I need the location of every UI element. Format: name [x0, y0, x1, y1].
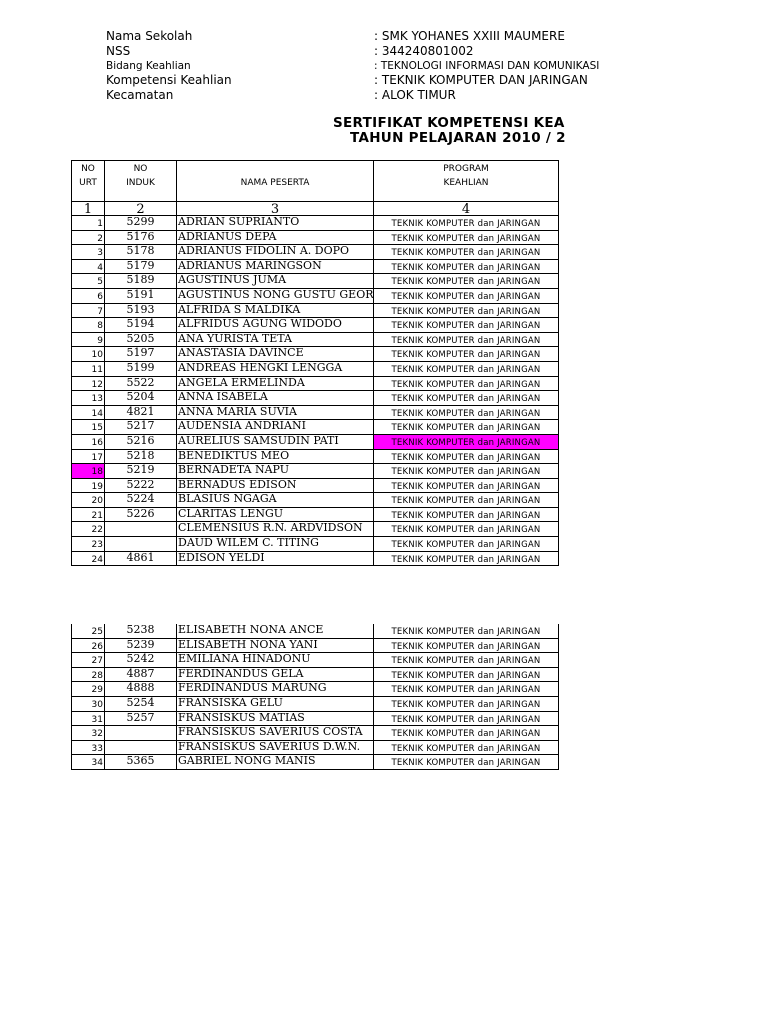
- cell-program-keahlian: TEKNIK KOMPUTER dan JARINGAN: [391, 321, 541, 332]
- cell-program-keahlian: TEKNIK KOMPUTER dan JARINGAN: [391, 233, 541, 244]
- cell-no-induk: 5218: [105, 450, 177, 464]
- document-title: SERTIFIKAT KOMPETENSI KEA: [333, 115, 565, 131]
- cell-no-urut: 19: [72, 479, 105, 493]
- header-program-line2: KEAHLIAN: [443, 178, 489, 188]
- table-header: [71, 160, 559, 216]
- table-row: [72, 318, 558, 333]
- cell-no-induk: 5257: [105, 712, 177, 726]
- cell-program-keahlian: TEKNIK KOMPUTER dan JARINGAN: [391, 481, 541, 492]
- cell-nama-peserta: EDISON YELDI: [177, 552, 374, 566]
- cell-no-urut: 26: [72, 639, 105, 653]
- value-kecamatan: : ALOK TIMUR: [374, 88, 456, 102]
- table-row: [72, 362, 558, 377]
- cell-no-induk: 5178: [105, 245, 177, 259]
- cell-no-induk: 5219: [105, 464, 177, 478]
- cell-no-urut: 15: [72, 420, 105, 434]
- table-row: [72, 537, 558, 552]
- cell-program-keahlian: TEKNIK KOMPUTER dan JARINGAN: [391, 758, 541, 769]
- cell-program-keahlian: TEKNIK KOMPUTER dan JARINGAN: [391, 452, 541, 463]
- table-row: [72, 653, 558, 668]
- cell-program-keahlian: TEKNIK KOMPUTER dan JARINGAN: [391, 248, 541, 259]
- cell-nama-peserta: ADRIAN SUPRIANTO: [177, 216, 374, 230]
- cell-program-keahlian: TEKNIK KOMPUTER dan JARINGAN: [391, 641, 541, 652]
- cell-no-urut: 7: [72, 304, 105, 318]
- label-nss: NSS: [106, 44, 131, 58]
- cell-nama-peserta: BERNADUS EDISON: [177, 479, 374, 493]
- cell-program-keahlian: TEKNIK KOMPUTER dan JARINGAN: [391, 306, 541, 317]
- cell-no-induk: 5238: [105, 624, 177, 638]
- cell-nama-peserta: FRANSISKUS SAVERIUS D.W.N.: [177, 741, 374, 755]
- cell-nama-peserta: BENEDIKTUS MEO: [177, 450, 374, 464]
- header-no-urut: [72, 161, 105, 201]
- cell-nama-peserta: AGUSTINUS JUMA: [177, 274, 374, 288]
- value-nss: : 344240801002: [374, 44, 474, 58]
- table-row: [72, 552, 558, 567]
- header-no-induk: [105, 161, 177, 201]
- cell-program-keahlian: TEKNIK KOMPUTER dan JARINGAN: [391, 554, 541, 565]
- cell-nama-peserta: ANDREAS HENGKI LENGGA: [177, 362, 374, 376]
- table-row: [72, 377, 558, 392]
- cell-nama-peserta: CLARITAS LENGU: [177, 508, 374, 522]
- cell-no-urut: 34: [72, 755, 105, 769]
- value-nama-sekolah: : SMK YOHANES XXIII MAUMERE: [374, 29, 565, 43]
- cell-nama-peserta: ADRIANUS MARINGSON: [177, 260, 374, 274]
- cell-nama-peserta: FRANSISKA GELU: [177, 697, 374, 711]
- table-row: [72, 216, 558, 231]
- cell-nama-peserta: FERDINANDUS GELA: [177, 668, 374, 682]
- cell-no-urut: 22: [72, 522, 105, 536]
- cell-no-induk: 5522: [105, 377, 177, 391]
- cell-program-keahlian: TEKNIK KOMPUTER dan JARINGAN: [391, 699, 541, 710]
- table-row: [72, 450, 558, 465]
- table-row: [72, 245, 558, 260]
- cell-program-keahlian: TEKNIK KOMPUTER dan JARINGAN: [391, 714, 541, 725]
- cell-no-urut: 1: [72, 216, 105, 230]
- table-row: [72, 231, 558, 246]
- cell-no-urut: 9: [72, 333, 105, 347]
- label-nama-sekolah: Nama Sekolah: [106, 29, 193, 43]
- cell-no-induk: 5224: [105, 493, 177, 507]
- cell-program-keahlian: TEKNIK KOMPUTER dan JARINGAN: [391, 364, 541, 375]
- table-row: [72, 274, 558, 289]
- table-row: [72, 406, 558, 421]
- cell-nama-peserta: ANGELA ERMELINDA: [177, 377, 374, 391]
- header-nama-peserta-text: NAMA PESERTA: [240, 178, 310, 188]
- cell-program-keahlian: TEKNIK KOMPUTER dan JARINGAN: [391, 743, 541, 754]
- column-number-4: 4: [461, 202, 471, 217]
- cell-nama-peserta: FRANSISKUS SAVERIUS COSTA: [177, 726, 374, 740]
- cell-program-keahlian: TEKNIK KOMPUTER dan JARINGAN: [391, 423, 541, 434]
- cell-no-induk: 5216: [105, 435, 177, 449]
- cell-program-keahlian: TEKNIK KOMPUTER dan JARINGAN: [391, 627, 541, 637]
- cell-nama-peserta: ALFRIDUS AGUNG WIDODO: [177, 318, 374, 332]
- cell-nama-peserta: ANA YURISTA TETA: [177, 333, 374, 347]
- value-kompetensi-keahlian: : TEKNIK KOMPUTER DAN JARINGAN: [374, 73, 588, 87]
- cell-no-urut: 6: [72, 289, 105, 303]
- cell-no-induk: 4887: [105, 668, 177, 682]
- cell-no-urut: 27: [72, 653, 105, 667]
- cell-nama-peserta: GABRIEL NONG MANIS: [177, 755, 374, 769]
- cell-program-keahlian: TEKNIK KOMPUTER dan JARINGAN: [391, 525, 541, 536]
- table-row: [72, 289, 558, 304]
- cell-no-induk: [105, 726, 177, 740]
- header-nama-peserta: [177, 161, 374, 201]
- cell-program-keahlian: TEKNIK KOMPUTER dan JARINGAN: [391, 394, 541, 405]
- table-row: [72, 639, 558, 654]
- column-number-3: 3: [177, 202, 374, 217]
- label-bidang-keahlian: Bidang Keahlian: [106, 60, 191, 72]
- cell-no-induk: 5191: [105, 289, 177, 303]
- cell-nama-peserta: AUDENSIA ANDRIANI: [177, 420, 374, 434]
- table-row: [72, 522, 558, 537]
- cell-no-induk: 5205: [105, 333, 177, 347]
- cell-program-keahlian: TEKNIK KOMPUTER dan JARINGAN: [391, 350, 541, 361]
- table-row: [72, 624, 558, 639]
- table-body-2: [71, 624, 559, 770]
- cell-nama-peserta: ANASTASIA DAVINCE: [177, 347, 374, 361]
- cell-no-induk: 5365: [105, 755, 177, 769]
- cell-no-urut: 4: [72, 260, 105, 274]
- table-row: [72, 712, 558, 727]
- cell-no-urut: 17: [72, 450, 105, 464]
- cell-no-induk: 5222: [105, 479, 177, 493]
- cell-program-keahlian: TEKNIK KOMPUTER dan JARINGAN: [391, 408, 541, 419]
- cell-no-urut: 25: [72, 624, 105, 638]
- cell-no-induk: 5226: [105, 508, 177, 522]
- cell-no-induk: 4821: [105, 406, 177, 420]
- table-row: [72, 508, 558, 523]
- column-number-2: 2: [105, 202, 177, 217]
- cell-nama-peserta: ADRIANUS DEPA: [177, 231, 374, 245]
- cell-program-keahlian: TEKNIK KOMPUTER dan JARINGAN: [391, 277, 541, 288]
- cell-program-keahlian: TEKNIK KOMPUTER dan JARINGAN: [391, 219, 541, 229]
- cell-program-keahlian: TEKNIK KOMPUTER dan JARINGAN: [374, 435, 558, 449]
- table-row: [72, 391, 558, 406]
- cell-nama-peserta: ANNA ISABELA: [177, 391, 374, 405]
- label-kecamatan: Kecamatan: [106, 88, 174, 102]
- cell-program-keahlian: TEKNIK KOMPUTER dan JARINGAN: [391, 335, 541, 346]
- table-row: [72, 668, 558, 683]
- cell-no-induk: [105, 741, 177, 755]
- cell-no-urut: 11: [72, 362, 105, 376]
- cell-no-induk: 5193: [105, 304, 177, 318]
- cell-no-induk: [105, 537, 177, 551]
- cell-no-urut: 18: [72, 464, 105, 478]
- cell-nama-peserta: ELISABETH NONA ANCE: [177, 624, 374, 638]
- cell-no-urut: 23: [72, 537, 105, 551]
- cell-nama-peserta: EMILIANA HINADONU: [177, 653, 374, 667]
- cell-no-urut: 24: [72, 552, 105, 566]
- table-row: [72, 260, 558, 275]
- table-body-1: [71, 216, 559, 566]
- table-row: [72, 479, 558, 494]
- table-row: [72, 682, 558, 697]
- cell-no-urut: 5: [72, 274, 105, 288]
- cell-no-urut: 21: [72, 508, 105, 522]
- table-row: [72, 304, 558, 319]
- header-no-induk-line1: NO: [133, 164, 148, 174]
- cell-no-urut: 2: [72, 231, 105, 245]
- cell-nama-peserta: FRANSISKUS MATIAS: [177, 712, 374, 726]
- table-row: [72, 755, 558, 770]
- cell-program-keahlian: TEKNIK KOMPUTER dan JARINGAN: [391, 540, 541, 551]
- cell-no-induk: 5204: [105, 391, 177, 405]
- cell-program-keahlian: TEKNIK KOMPUTER dan JARINGAN: [391, 379, 541, 390]
- cell-no-induk: 5242: [105, 653, 177, 667]
- cell-no-urut: 32: [72, 726, 105, 740]
- header-program-line1: PROGRAM: [443, 164, 489, 174]
- table-row: [72, 347, 558, 362]
- cell-program-keahlian: TEKNIK KOMPUTER dan JARINGAN: [391, 670, 541, 681]
- cell-nama-peserta: CLEMENSIUS R.N. ARDVIDSON: [177, 522, 374, 536]
- cell-no-urut: 29: [72, 682, 105, 696]
- table-row: [72, 697, 558, 712]
- cell-no-urut: 28: [72, 668, 105, 682]
- header-no-urut-line1: NO: [81, 164, 95, 174]
- cell-nama-peserta: ADRIANUS FIDOLIN A. DOPO: [177, 245, 374, 259]
- cell-no-urut: 30: [72, 697, 105, 711]
- header-program-keahlian: [374, 161, 558, 201]
- value-bidang-keahlian: : TEKNOLOGI INFORMASI DAN KOMUNIKASI: [374, 60, 600, 72]
- cell-no-induk: 5239: [105, 639, 177, 653]
- cell-no-urut: 10: [72, 347, 105, 361]
- cell-no-urut: 20: [72, 493, 105, 507]
- cell-no-urut: 31: [72, 712, 105, 726]
- cell-no-induk: 5197: [105, 347, 177, 361]
- cell-no-induk: 5217: [105, 420, 177, 434]
- cell-nama-peserta: ALFRIDA S MALDIKA: [177, 304, 374, 318]
- header-no-induk-line2: INDUK: [126, 178, 155, 188]
- cell-program-keahlian: TEKNIK KOMPUTER dan JARINGAN: [391, 510, 541, 521]
- cell-no-induk: 5194: [105, 318, 177, 332]
- table-row: [72, 333, 558, 348]
- table-row: [72, 464, 558, 479]
- column-number-1: 1: [72, 202, 105, 217]
- cell-no-induk: 5179: [105, 260, 177, 274]
- cell-nama-peserta: BERNADETA NAPU: [177, 464, 374, 478]
- cell-no-induk: 4888: [105, 682, 177, 696]
- cell-program-keahlian: TEKNIK KOMPUTER dan JARINGAN: [391, 656, 541, 667]
- cell-program-keahlian: TEKNIK KOMPUTER dan JARINGAN: [391, 262, 541, 273]
- cell-no-urut: 12: [72, 377, 105, 391]
- label-kompetensi-keahlian: Kompetensi Keahlian: [106, 73, 232, 87]
- table-row: [72, 420, 558, 435]
- cell-nama-peserta: AURELIUS SAMSUDIN PATI: [177, 435, 374, 449]
- cell-no-induk: 5189: [105, 274, 177, 288]
- cell-no-induk: 5199: [105, 362, 177, 376]
- cell-program-keahlian: TEKNIK KOMPUTER dan JARINGAN: [391, 729, 541, 740]
- cell-program-keahlian: TEKNIK KOMPUTER dan JARINGAN: [391, 291, 541, 302]
- cell-program-keahlian: TEKNIK KOMPUTER dan JARINGAN: [391, 496, 541, 507]
- cell-program-keahlian: TEKNIK KOMPUTER dan JARINGAN: [391, 467, 541, 478]
- document-subtitle: TAHUN PELAJARAN 2010 / 2: [350, 130, 566, 146]
- table-row: [72, 726, 558, 741]
- header-no-urut-line2: URT: [79, 178, 97, 188]
- cell-no-urut: 8: [72, 318, 105, 332]
- cell-nama-peserta: DAUD WILEM C. TITING: [177, 537, 374, 551]
- cell-no-induk: 5299: [105, 216, 177, 230]
- table-row: [72, 435, 558, 450]
- cell-no-induk: 5254: [105, 697, 177, 711]
- cell-nama-peserta: AGUSTINUS NONG GUSTU GEOR: [178, 287, 374, 301]
- cell-nama-peserta: FERDINANDUS MARUNG: [177, 682, 374, 696]
- cell-no-urut: 13: [72, 391, 105, 405]
- cell-no-urut: 16: [72, 435, 105, 449]
- cell-no-induk: [105, 522, 177, 536]
- table-row: [72, 493, 558, 508]
- cell-no-induk: 5176: [105, 231, 177, 245]
- cell-program-keahlian: TEKNIK KOMPUTER dan JARINGAN: [391, 685, 541, 696]
- cell-no-urut: 33: [72, 741, 105, 755]
- table-row: [72, 741, 558, 756]
- cell-nama-peserta: ANNA MARIA SUVIA: [177, 406, 374, 420]
- cell-nama-peserta: BLASIUS NGAGA: [177, 493, 374, 507]
- cell-no-urut: 3: [72, 245, 105, 259]
- cell-no-urut: 14: [72, 406, 105, 420]
- cell-nama-peserta: ELISABETH NONA YANI: [177, 639, 374, 653]
- cell-no-induk: 4861: [105, 552, 177, 566]
